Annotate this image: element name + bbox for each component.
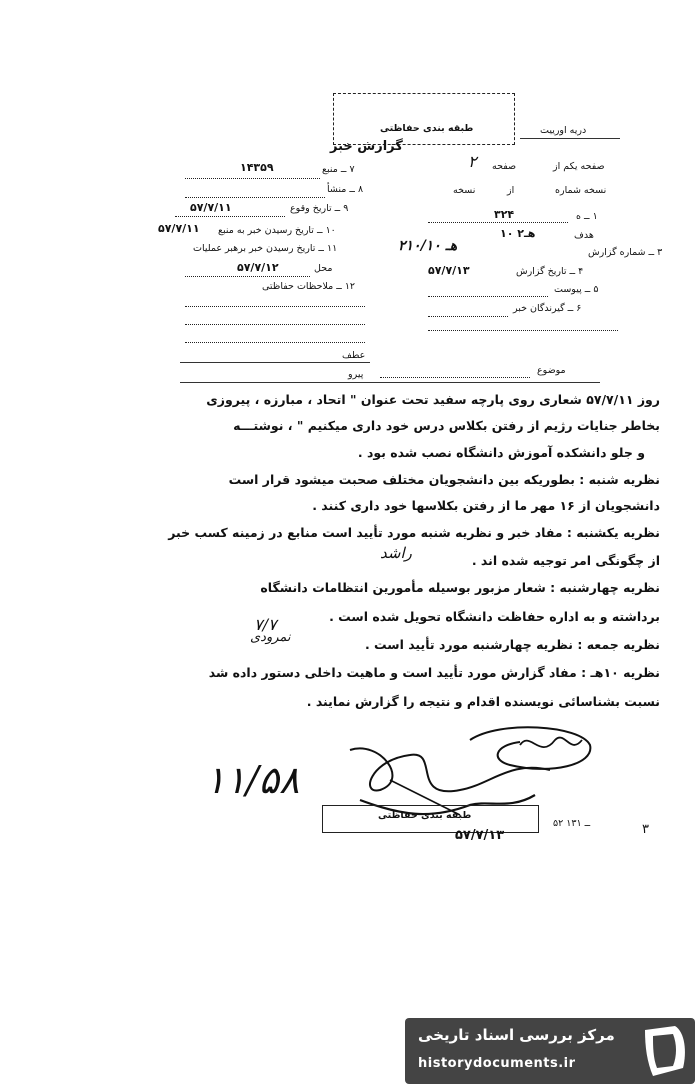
ref-rule bbox=[180, 362, 370, 363]
field-4-value: ۵۷/۷/۱۳ bbox=[428, 264, 470, 277]
department-label: دریه اورییت bbox=[540, 125, 587, 136]
body-line-3: و جلو دانشکده آموزش دانشگاه نصب شده بود . bbox=[357, 445, 645, 460]
field-12-line-3 bbox=[185, 342, 365, 343]
field-4-label: ۴ ــ تاریخ گزارش bbox=[516, 266, 584, 277]
field-9-value: ۵۷/۷/۱۱ bbox=[190, 201, 232, 214]
handwritten-number: ۱۱/۵۸ bbox=[205, 758, 300, 802]
field-6-line-2 bbox=[428, 330, 618, 331]
ref-sub-label: پیرو bbox=[348, 369, 364, 380]
field-5-label: ۵ ــ پیوست bbox=[554, 284, 599, 295]
body-line-12: نسبت بشناسائی نویسنده اقدام و نتیجه را گزارش نمایند . bbox=[306, 694, 660, 709]
copy-from: از bbox=[507, 185, 515, 196]
report-type: گزارش خبر bbox=[330, 139, 403, 154]
body-line-4: نظریه شنبه : بطوریکه بین دانشجویان مختلف صحبت میشود قرار است bbox=[228, 472, 660, 487]
field-10-label: ۱۰ ــ تاریخ رسیدن خبر به منبع bbox=[218, 225, 336, 236]
body-line-1: روز ۵۷/۷/۱۱ شعاری روی پارچه سفید تحت عنوان " اتحاد ، مبارزه ، پیروزی bbox=[206, 392, 660, 407]
field-9-line bbox=[175, 216, 285, 217]
handwritten-initial-3: نمرودی bbox=[250, 630, 291, 645]
field-7-line bbox=[185, 178, 320, 179]
field-8-line bbox=[185, 197, 325, 198]
page-word: صفحه bbox=[492, 161, 517, 172]
field-11-place-label: محل bbox=[314, 263, 333, 274]
subject-rule bbox=[180, 382, 600, 383]
body-line-2: بخاطر جنایات رژیم از رفتن بکلاس درس خود داری میکنیم " ، نوشتـــه bbox=[233, 418, 660, 433]
archive-logo-name: مرکز بررسی اسناد تاریخی bbox=[418, 1026, 615, 1044]
field-1-value: ۳۲۴ bbox=[494, 208, 515, 221]
stamp-title: طبقه بندی حفاظتی bbox=[380, 123, 474, 134]
field-2-value: ۱۰ ۲هـ bbox=[500, 227, 536, 240]
body-line-11: نظریه ۱۰هـ : مفاد گزارش مورد تأیید است و ماهیت داخلی دستور داده شد bbox=[208, 665, 660, 680]
field-3-label: ۳ ــ شماره گزارش bbox=[588, 247, 663, 258]
field-6-label: ۶ ــ گیرندگان خبر bbox=[513, 303, 582, 314]
field-9-label: ۹ ــ تاریخ وقوع bbox=[290, 203, 349, 214]
classification-stamp bbox=[333, 93, 515, 145]
bottom-date: ۵۷/۷/۱۳ bbox=[455, 828, 505, 843]
copy-label: نسخه شماره bbox=[555, 185, 607, 196]
archive-emblem-icon bbox=[635, 1022, 691, 1080]
body-line-9: برداشته و به اداره حفاظت دانشگاه تحویل شده است . bbox=[329, 609, 660, 624]
body-line-5: دانشجویان از ۱۶ مهر ما از رفتن بکلاسها خود داری کنند . bbox=[312, 498, 660, 513]
header-rule bbox=[520, 138, 620, 139]
handwritten-initial-1: راشد bbox=[380, 544, 412, 562]
field-7-label: ۷ ــ منبع bbox=[322, 164, 355, 175]
field-12-line-2 bbox=[185, 324, 365, 325]
subject-line bbox=[380, 377, 530, 378]
body-line-10: نظریه جمعه : نظریه چهارشنبه مورد تأیید است . bbox=[364, 637, 660, 652]
subject-label: موضوع bbox=[537, 365, 566, 376]
archive-logo-url: historydocuments.ir bbox=[418, 1056, 576, 1071]
ref-label: عطف bbox=[342, 350, 366, 361]
field-11-value: ۵۷/۷/۱۲ bbox=[237, 261, 279, 274]
field-10-value: ۵۷/۷/۱۱ bbox=[158, 222, 200, 235]
field-12-line-1 bbox=[185, 306, 365, 307]
field-11-label: ۱۱ ــ تاریخ رسیدن خبر برهبر عملیات bbox=[193, 243, 338, 254]
copy-word: نسخه bbox=[453, 185, 476, 196]
body-line-7: از چگونگی امر توجیه شده اند . bbox=[471, 553, 660, 568]
form-code: ۵۲ ــ ۱۳۱ bbox=[553, 818, 591, 829]
body-line-8: نظریه چهارشنبه : شعار مزبور بوسیله مأمورین انتظامات دانشگاه bbox=[260, 580, 660, 595]
body-line-6: نظریه یکشنبه : مفاد خبر و نظریه شنبه مورد تأیید است منابع در زمینه کسب خبر bbox=[168, 525, 660, 540]
field-7-value: ۱۴۳۵۹ bbox=[240, 161, 274, 174]
page-number-handwritten: ۲ bbox=[468, 152, 477, 171]
field-5-line bbox=[428, 296, 548, 297]
field-1-line bbox=[428, 222, 568, 223]
field-8-label: ۸ ــ منشأ bbox=[327, 184, 364, 195]
page-label: صفحه یکم از bbox=[553, 161, 605, 172]
page-mark: ۳ bbox=[642, 822, 649, 837]
bottom-stamp-text: طبقه بندی حفاظتی bbox=[378, 810, 472, 821]
field-6-line-1 bbox=[428, 316, 508, 317]
field-12-label: ۱۲ ــ ملاحظات حفاظتی bbox=[262, 281, 356, 292]
field-2-label: هدف bbox=[574, 230, 594, 241]
handwritten-initial-2: ۷/۷ bbox=[254, 615, 277, 634]
field-1-label: ۱ ــ ه bbox=[576, 211, 598, 222]
field-3-value: ۲هـ ۱۰/۱۰ bbox=[398, 238, 458, 254]
field-11-line bbox=[185, 276, 310, 277]
